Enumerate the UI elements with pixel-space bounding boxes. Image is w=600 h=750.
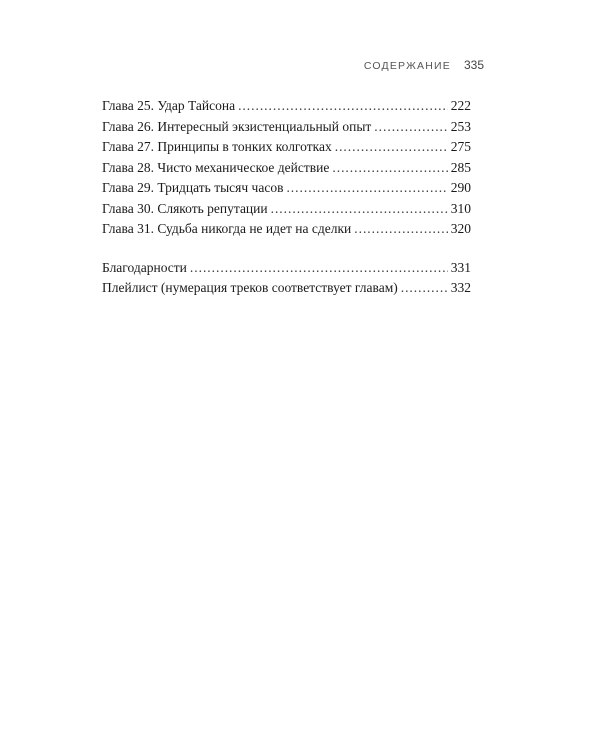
toc-entry-page: 275: [450, 139, 471, 154]
toc-entry-page: 285: [450, 159, 471, 175]
toc-entry-title: Глава 28. Чисто механическое действие: [102, 159, 330, 175]
dot-leader: [190, 258, 448, 279]
dot-leader: [238, 96, 448, 117]
table-of-contents: [102, 96, 471, 299]
toc-entry: [102, 137, 471, 158]
toc-entry-title: Глава 25. Удар Тайсона: [102, 98, 236, 113]
toc-entry-title: Глава 30. Слякоть репутации: [102, 200, 268, 216]
toc-entry-page: 331: [450, 259, 471, 275]
toc-group-chapters: [102, 96, 471, 240]
toc-entry-title: Благодарности: [102, 259, 187, 275]
toc-entry-title: Глава 31. Судьба никогда не идет на сделки: [102, 221, 352, 236]
toc-entry-page: 310: [450, 200, 471, 216]
toc-entry-page: 290: [450, 180, 471, 195]
toc-entry: [102, 117, 471, 138]
toc-entry-page: 332: [450, 280, 471, 295]
toc-entry-page: 222: [450, 98, 471, 113]
toc-entry: [102, 158, 471, 179]
toc-entry-page: 320: [450, 221, 471, 236]
running-head: [364, 58, 484, 72]
toc-entry: [102, 96, 471, 117]
dot-leader: [286, 178, 447, 199]
toc-entry-title: Глава 26. Интересный экзистенциальный опыт: [102, 118, 372, 134]
toc-entry: [102, 178, 471, 199]
toc-entry: [102, 219, 471, 240]
toc-entry-page: 253: [450, 118, 471, 134]
dot-leader: [332, 158, 447, 179]
toc-group-backmatter: [102, 258, 471, 299]
toc-entry-title: Плейлист (нумерация треков соответствует главам): [102, 280, 398, 295]
toc-entry: [102, 199, 471, 220]
toc-entry-title: Глава 29. Тридцать тысяч часов: [102, 180, 284, 195]
dot-leader: [374, 117, 447, 138]
dot-leader: [354, 219, 448, 240]
section-title: СОДЕРЖАНИЕ: [363, 60, 451, 72]
toc-entry: [102, 258, 471, 279]
dot-leader: [335, 137, 448, 158]
dot-leader: [401, 278, 448, 299]
toc-entry-title: Глава 27. Принципы в тонких колготках: [102, 139, 332, 154]
toc-entry: [102, 278, 471, 299]
page-number: 335: [463, 58, 484, 72]
dot-leader: [271, 199, 448, 220]
